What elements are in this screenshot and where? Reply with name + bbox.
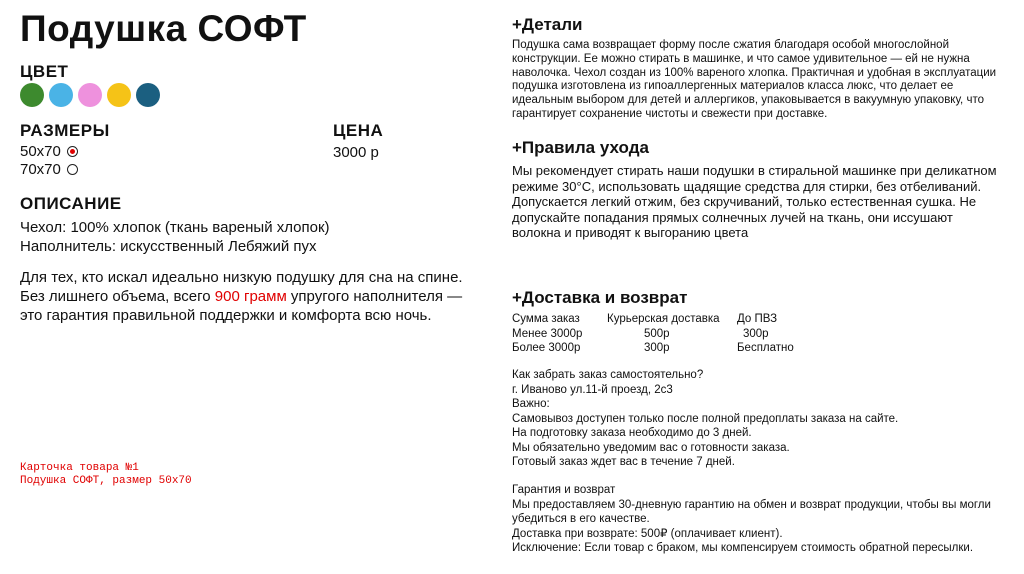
warranty-info (512, 483, 1017, 556)
radio-selected-icon[interactable] (67, 146, 78, 157)
important-line: Самовывоз доступен только после полной предоплаты заказа на сайте. (512, 412, 899, 425)
care-heading: +Правила ухода (512, 138, 649, 157)
color-swatch-dark-blue[interactable] (136, 83, 160, 107)
color-swatches (20, 83, 160, 107)
description-para-line1: Для тех, кто искал идеально низкую подушку для сна на спине. (20, 269, 463, 286)
warranty-line: Доставка при возврате: 500₽ (оплачивает клиент). (512, 527, 783, 540)
size-option-70x70[interactable] (20, 161, 78, 178)
radio-unselected-icon[interactable] (67, 164, 78, 175)
description-para-line3: это гарантия правильной поддержки и комфорта всю ночь. (20, 307, 432, 324)
card-note (20, 462, 192, 488)
warranty-line: Исключение: Если товар с браком, мы компенсируем стоимость обратной пересылки. (512, 542, 974, 554)
size-option-label: 70x70 (20, 161, 61, 178)
pickup-address: г. Иваново ул.11-й проезд, 2с3 (512, 383, 673, 396)
details-text: Подушка сама возвращает форму после сжатия благодаря особой многослойной конструкции. Ее можно стирать в машинке, и что самое удивительное — ей не нужна наволочка. Чехол создан из 100% вареного хлопка. Практичная и удобная в эксплуатации подушка изготовлена из гипоаллергенных материалов класса люкс, что делает ее идеальным выбором для детей и аллергиков, упаковывается в вакуумную упаковку, что гарантирует сохранение чистоты и свежести при доставке. (512, 39, 997, 120)
product-title: Подушка СОФТ (20, 8, 307, 49)
color-swatch-yellow[interactable] (107, 83, 131, 107)
color-swatch-green[interactable] (20, 83, 44, 107)
delivery-table-row: Менее 3000р 500р 300р (512, 327, 769, 340)
description-label: ОПИСАНИЕ (20, 194, 122, 213)
pickup-info (512, 368, 1012, 470)
important-line: Готовый заказ ждет вас в течение 7 дней. (512, 456, 735, 468)
description-filler: Наполнитель: искусственный Лебяжий пух (20, 238, 317, 255)
warranty-label: Гарантия и возврат (512, 484, 616, 496)
warranty-line: Мы предоставляем 30-дневную гарантию на обмен и возврат продукции, чтобы вы могли убедиться в его качестве. (512, 498, 991, 525)
care-text: Мы рекомендует стирать наши подушки в стиральной машинке при деликатном режиме 30°С, использовать щадящие средства для стирки, без отбеливаний. Допускается легкий отжим, без скручиваний, только естественная сушка. Не допускайте попадания прямых солнечных лучей на ткань, они иссушают волокна и приводят к выгоранию цвета (512, 163, 997, 240)
weight-highlight: 900 грамм (214, 288, 287, 305)
delivery-heading: +Доставка и возврат (512, 288, 688, 307)
delivery-table (512, 312, 827, 356)
important-line: На подготовку заказа необходимо до 3 дней. (512, 427, 752, 439)
price-value: 3000 р (333, 144, 379, 161)
details-heading: +Детали (512, 15, 583, 34)
important-label: Важно: (512, 398, 550, 410)
size-option-label: 50x70 (20, 143, 61, 160)
delivery-table-row: Более 3000р 300р Бесплатно (512, 342, 794, 354)
description-para-line2: Без лишнего объема, всего 900 грамм упругого наполнителя — (20, 288, 463, 305)
card-note-line1: Карточка товара №1 (20, 462, 139, 474)
size-option-50x70[interactable] (20, 143, 78, 160)
price-label: ЦЕНА (333, 121, 384, 140)
card-note-line2: Подушка СОФТ, размер 50x70 (20, 475, 192, 487)
color-swatch-light-blue[interactable] (49, 83, 73, 107)
description-paragraph (20, 268, 490, 325)
delivery-table-header: Сумма заказ Курьерская доставка До ПВЗ (512, 313, 778, 325)
color-swatch-pink[interactable] (78, 83, 102, 107)
important-line: Мы обязательно уведомим вас о готовности заказа. (512, 441, 790, 454)
pickup-question: Как забрать заказ самостоятельно? (512, 369, 704, 381)
sizes-label: РАЗМЕРЫ (20, 121, 110, 140)
description-cover: Чехол: 100% хлопок (ткань вареный хлопок) (20, 219, 330, 236)
color-label: ЦВЕТ (20, 62, 69, 81)
